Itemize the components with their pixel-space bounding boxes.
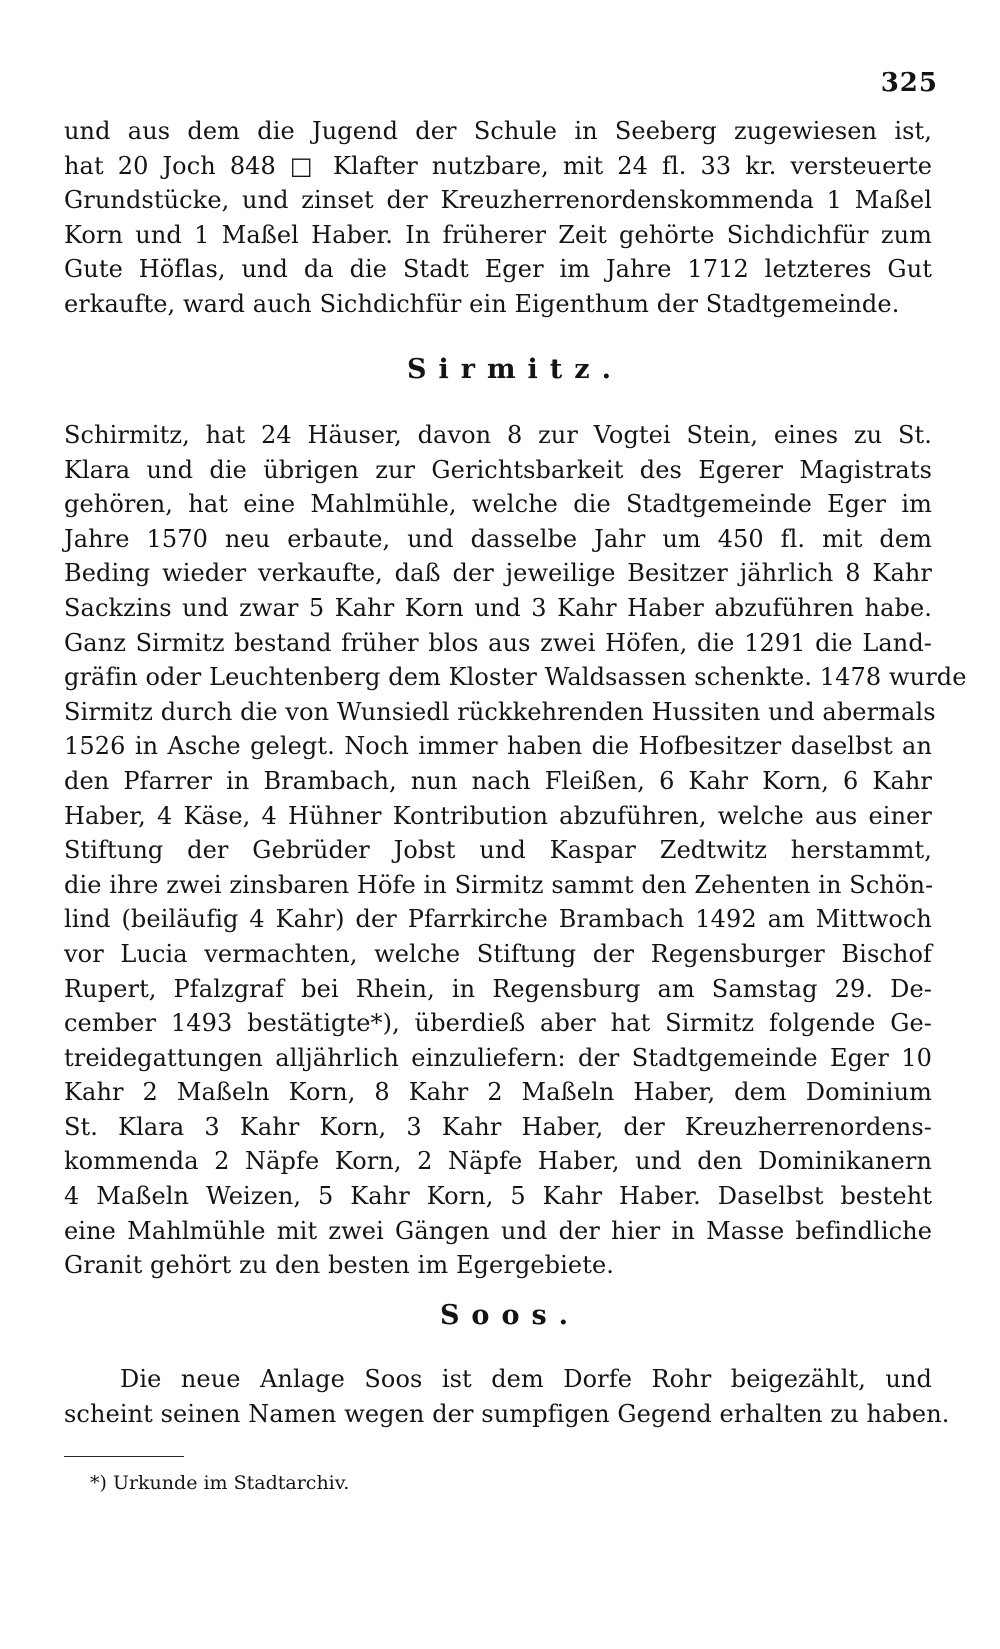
text-line: Stiftung der Gebrüder Jobst und Kaspar Zedtwitz herstammt, (64, 836, 932, 865)
text-line: Gute Höflas, und da die Stadt Eger im Jahre 1712 letzteres Gut (64, 255, 932, 284)
text-line: Beding wieder verkaufte, daß der jeweilige Besitzer jährlich 8 Kahr (64, 559, 932, 588)
text-line: Kahr 2 Maßeln Korn, 8 Kahr 2 Maßeln Haber, dem Dominium (64, 1078, 932, 1107)
text-line: vor Lucia vermachten, welche Stiftung der Regensburger Bischof (64, 939, 932, 968)
text-line: erkaufte, ward auch Sichdichfür ein Eigenthum der Stadtgemeinde. (64, 289, 900, 318)
text-line: die ihre zwei zinsbaren Höfe in Sirmitz sammt den Zehenten in Schön- (64, 870, 934, 899)
text-line: lind (beiläufig 4 Kahr) der Pfarrkirche Brambach 1492 am Mittwoch (64, 905, 932, 934)
text-line: cember 1493 bestätigte*), überdieß aber hat Sirmitz folgende Ge- (64, 1009, 932, 1038)
text-line: Jahre 1570 neu erbaute, und dasselbe Jahr um 450 fl. mit dem (64, 524, 932, 553)
section-heading-sirmitz: Sirmitz. (406, 354, 623, 385)
paragraph-sichdichfuer-continuation (64, 114, 932, 322)
text-line: eine Mahlmühle mit zwei Gängen und der hier in Masse befindliche (64, 1216, 932, 1245)
text-line: hat 20 Joch 848 □ Klafter nutzbare, mit 24 fl. 33 kr. versteuerte (64, 151, 932, 180)
footnote: *) Urkunde im Stadtarchiv. (90, 1472, 350, 1494)
text-line: gehören, hat eine Mahlmühle, welche die Stadtgemeinde Eger im (64, 490, 932, 519)
text-line: Rupert, Pfalzgraf bei Rhein, in Regensburg am Samstag 29. De- (64, 974, 932, 1003)
paragraph-sirmitz (64, 418, 967, 1283)
text-line: kommenda 2 Näpfe Korn, 2 Näpfe Haber, und den Dominikanern (64, 1147, 932, 1176)
paragraph-soos (64, 1362, 950, 1431)
text-line: Die neue Anlage Soos ist dem Dorfe Rohr beigezählt, und (120, 1365, 932, 1393)
text-line: Granit gehört zu den besten im Egergebiete. (64, 1251, 614, 1280)
text-line: treidegattungen alljährlich einzuliefern: der Stadtgemeinde Eger 10 (64, 1043, 932, 1072)
text-line: gräfin oder Leuchtenberg dem Kloster Waldsassen schenkte. 1478 wurde (64, 663, 967, 692)
text-line: Sackzins und zwar 5 Kahr Korn und 3 Kahr Haber abzuführen habe. (64, 593, 932, 622)
text-line: scheint seinen Namen wegen der sumpfigen Gegend erhalten zu haben. (64, 1399, 950, 1428)
text-line: den Pfarrer in Brambach, nun nach Fleißen, 6 Kahr Korn, 6 Kahr (64, 766, 932, 795)
page-number: 325 (880, 68, 938, 98)
text-line: Korn und 1 Maßel Haber. In früherer Zeit gehörte Sichdichfür zum (64, 220, 932, 249)
text-line: 1526 in Asche gelegt. Noch immer haben die Hofbesitzer daselbst an (64, 732, 932, 761)
section-heading-soos: Soos. (439, 1300, 581, 1331)
text-line: Grundstücke, und zinset der Kreuzherrenordenskommenda 1 Maßel (64, 186, 932, 215)
text-line: Sirmitz durch die von Wunsiedl rückkehrenden Hussiten und abermals (64, 697, 936, 726)
text-line: und aus dem die Jugend der Schule in Seeberg zugewiesen ist, (64, 117, 932, 145)
text-line: Ganz Sirmitz bestand früher blos aus zwei Höfen, die 1291 die Land- (64, 628, 932, 657)
text-line: Klara und die übrigen zur Gerichtsbarkeit des Egerer Magistrats (64, 455, 932, 484)
footnote-divider (64, 1456, 184, 1457)
text-line: Haber, 4 Käse, 4 Hühner Kontribution abzuführen, welche aus einer (64, 801, 932, 830)
text-line: St. Klara 3 Kahr Korn, 3 Kahr Haber, der Kreuzherrenordens- (64, 1112, 932, 1141)
text-line: Schirmitz, hat 24 Häuser, davon 8 zur Vogtei Stein, eines zu St. (64, 421, 932, 449)
text-line: 4 Maßeln Weizen, 5 Kahr Korn, 5 Kahr Haber. Daselbst besteht (64, 1182, 932, 1211)
